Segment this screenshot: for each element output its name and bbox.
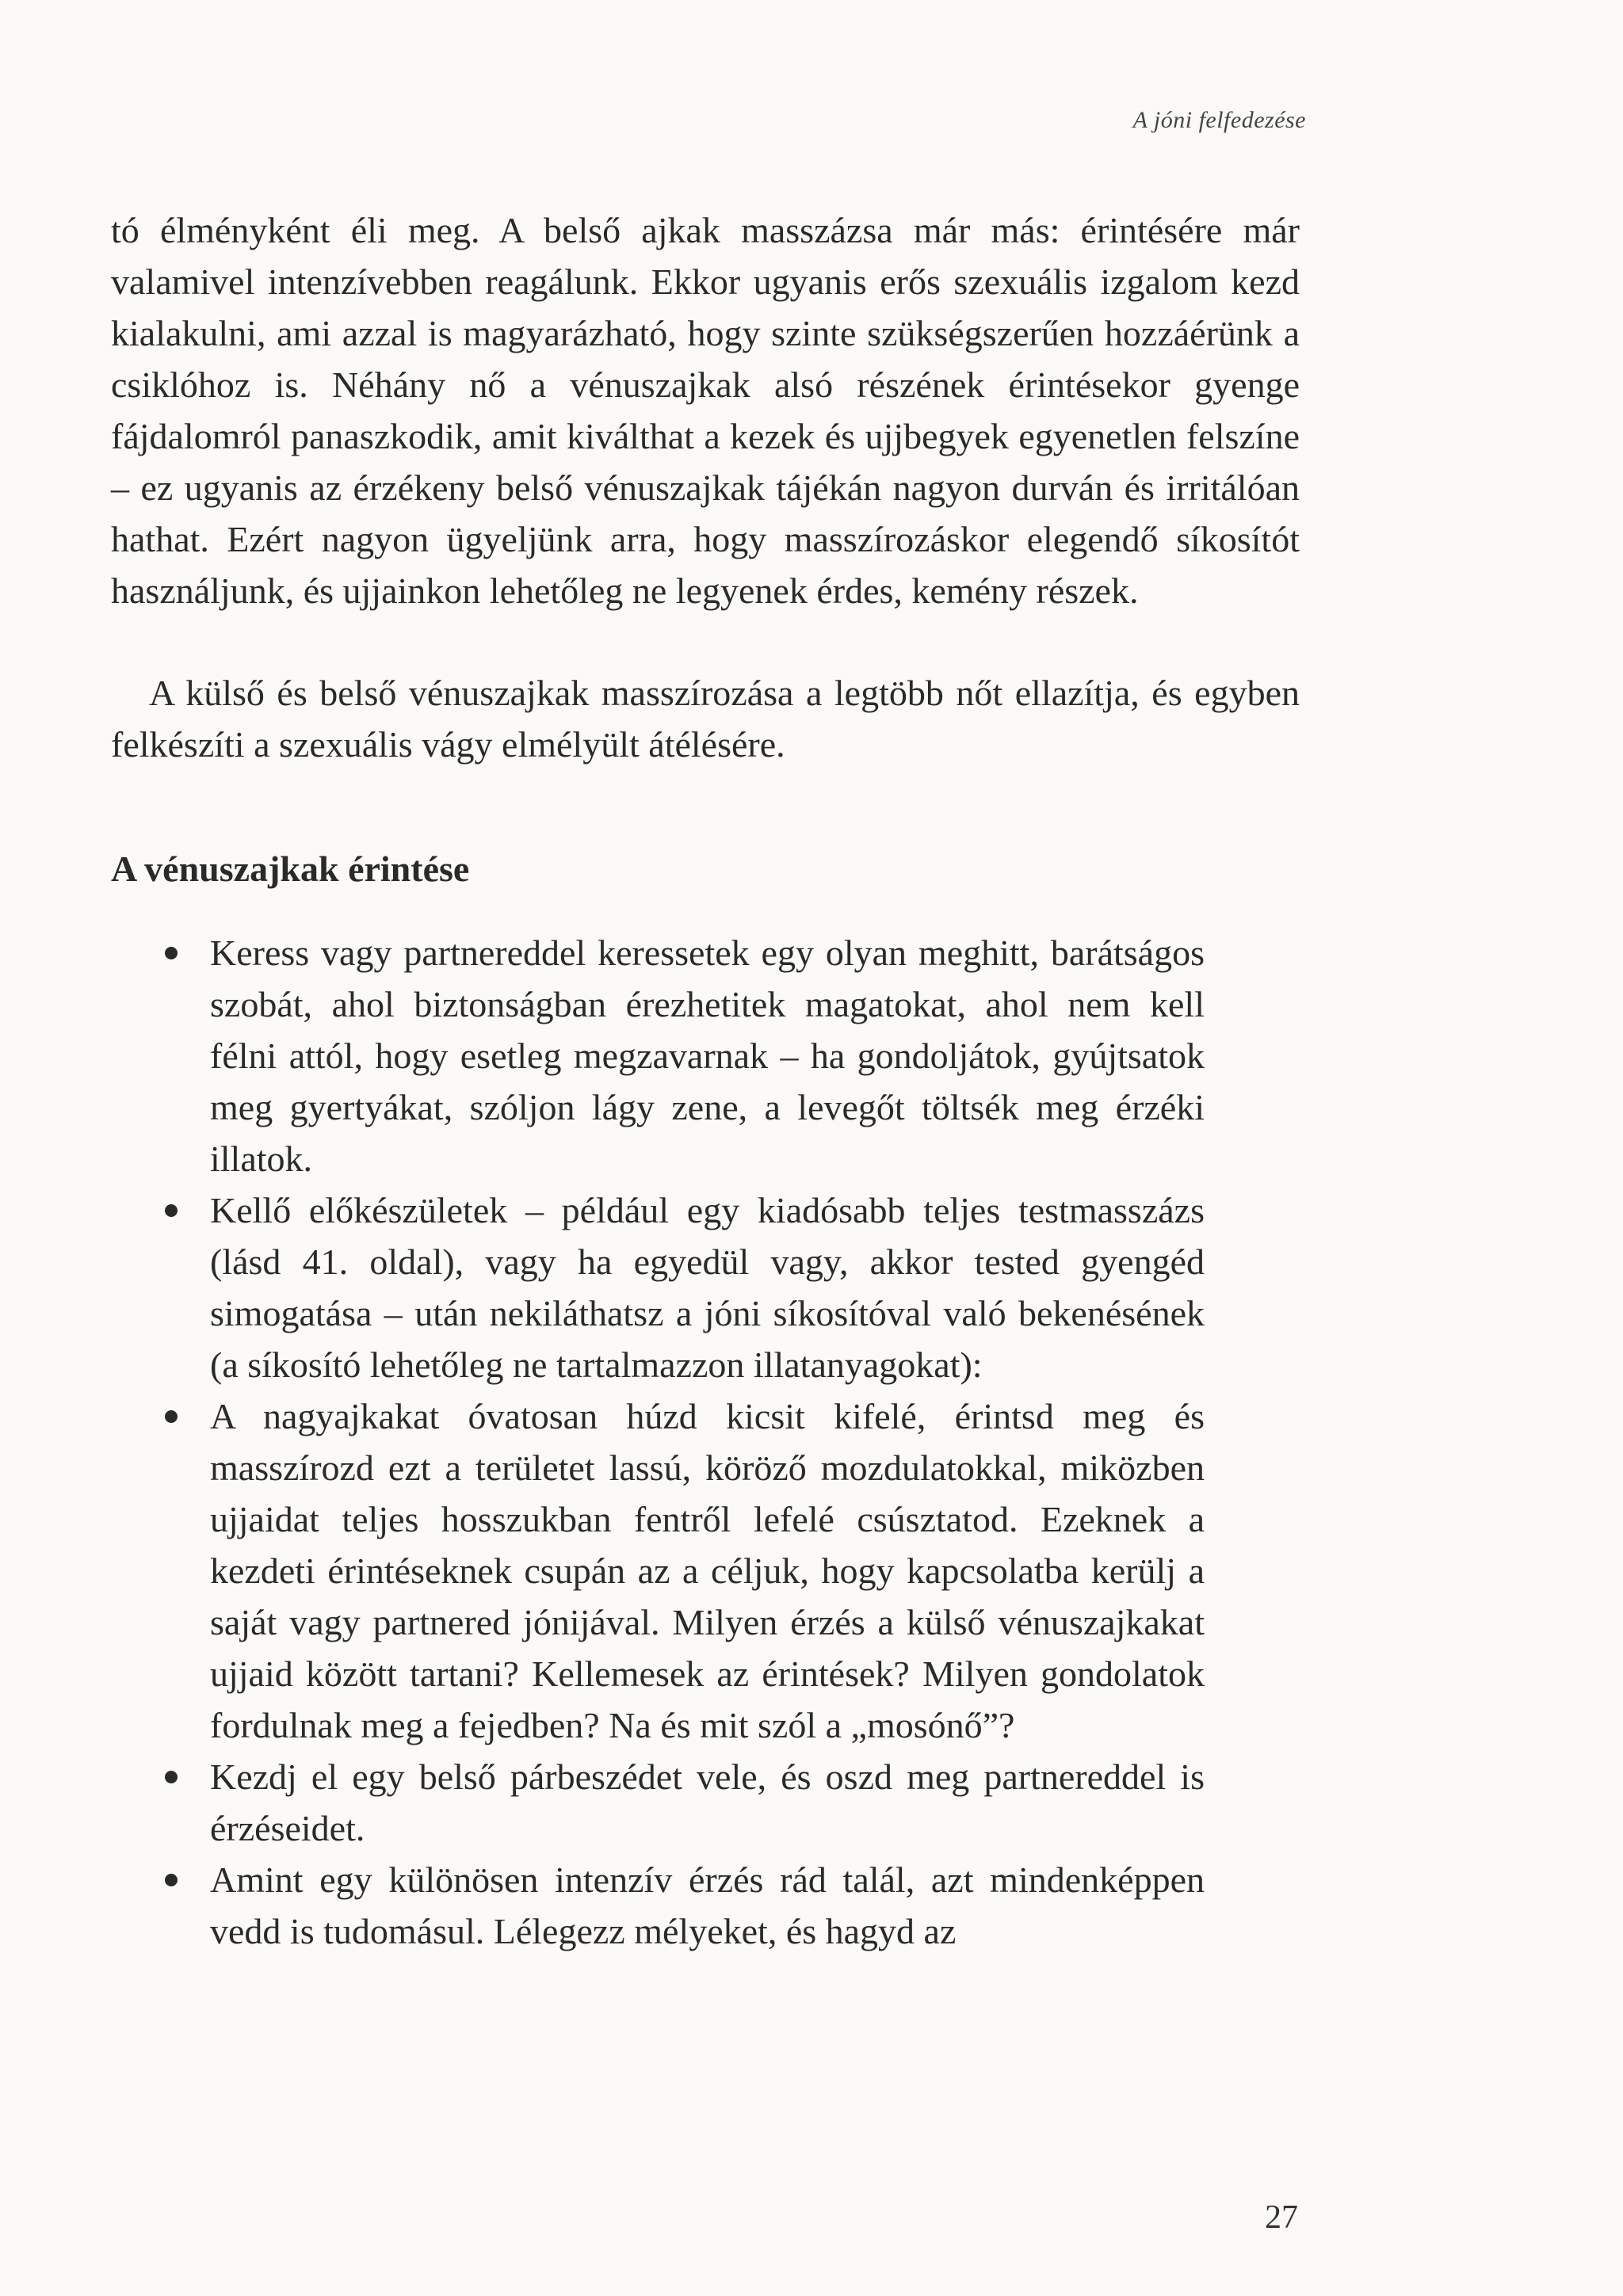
bullet-list — [111, 927, 1205, 1957]
bullet-icon — [165, 947, 178, 959]
section-title: A vénuszajkak érintése — [111, 849, 470, 889]
bullet-icon — [165, 1874, 178, 1886]
list-item — [111, 927, 1205, 1184]
bullet-icon — [165, 1771, 178, 1783]
list-item — [111, 1751, 1205, 1854]
list-item — [111, 1390, 1205, 1751]
bullet-icon — [165, 1410, 178, 1423]
paragraph-1: tó élményként éli meg. A belső ajkak masszázsa már más: érintésére már valamivel intenzívebben reagálunk. Ekkor ugyanis erős szexuális izgalom kezd kialakulni, ami azzal is magyarázható, hogy szinte szükségszerűen hozzáérünk a csiklóhoz is. Néhány nő a vénuszajkak alsó részének érintésekor gyenge fájdalomról panaszkodik, amit kiválthat a kezek és ujjbegyek egyenetlen felszíne – ez ugyanis az érzékeny belső vénuszajkak tájékán nagyon durván és irritálóan hathat. Ezért nagyon ügyeljünk arra, hogy masszírozáskor elegendő síkosítót használjunk, és ujjainkon lehetőleg ne legyenek érdes, kemény részek. — [111, 210, 1300, 611]
paragraph-2: A külső és belső vénuszajkak masszírozása a legtöbb nőt ellazítja, és egyben felkészíti a szexuális vágy elmélyült átélésére. — [111, 673, 1300, 765]
page-number: 27 — [1265, 2199, 1298, 2236]
running-head: A jóni felfedezése — [1132, 107, 1306, 133]
list-item-text: Kezdj el egy belső párbeszédet vele, és oszd meg partnereddel is érzéseidet. — [210, 1756, 1205, 1848]
bullet-icon — [165, 1204, 178, 1217]
list-item-text: Keress vagy partnereddel keressetek egy olyan meghitt, barátságos szobát, ahol biztonságban érezhetitek magatokat, ahol nem kell félni attól, hogy esetleg megzavarnak – ha gondoljátok, gyújtsatok meg gyertyákat, szóljon lágy zene, a levegőt töltsék meg érzéki illatok. — [210, 933, 1205, 1179]
list-item — [111, 1854, 1205, 1957]
list-item — [111, 1184, 1205, 1390]
list-item-text: A nagyajkakat óvatosan húzd kicsit kifelé, érintsd meg és masszírozd ezt a területet lassú, köröző mozdulatokkal, miközben ujjaidat teljes hosszukban fentről lefelé csúsztatod. Ezeknek a kezdeti érintéseknek csupán az a céljuk, hogy kapcsolatba kerülj a saját vagy partnered jónijával. Milyen érzés a külső vénuszajkakat ujjaid között tartani? Kellemesek az érintések? Milyen gondolatok fordulnak meg a fejedben? Na és mit szól a „mosónő”? — [210, 1396, 1205, 1745]
list-item-text: Amint egy különösen intenzív érzés rád talál, azt mindenképpen vedd is tudomásul. Lélegezz mélyeket, és hagyd az — [210, 1859, 1205, 1951]
list-item-text: Kellő előkészületek – például egy kiadósabb teljes testmasszázs (lásd 41. oldal), vagy ha egyedül vagy, akkor tested gyengéd simogatása – után nekiláthatsz a jóni síkosítóval való bekenésének (a síkosító lehetőleg ne tartalmazzon illatanyagokat): — [210, 1190, 1205, 1385]
